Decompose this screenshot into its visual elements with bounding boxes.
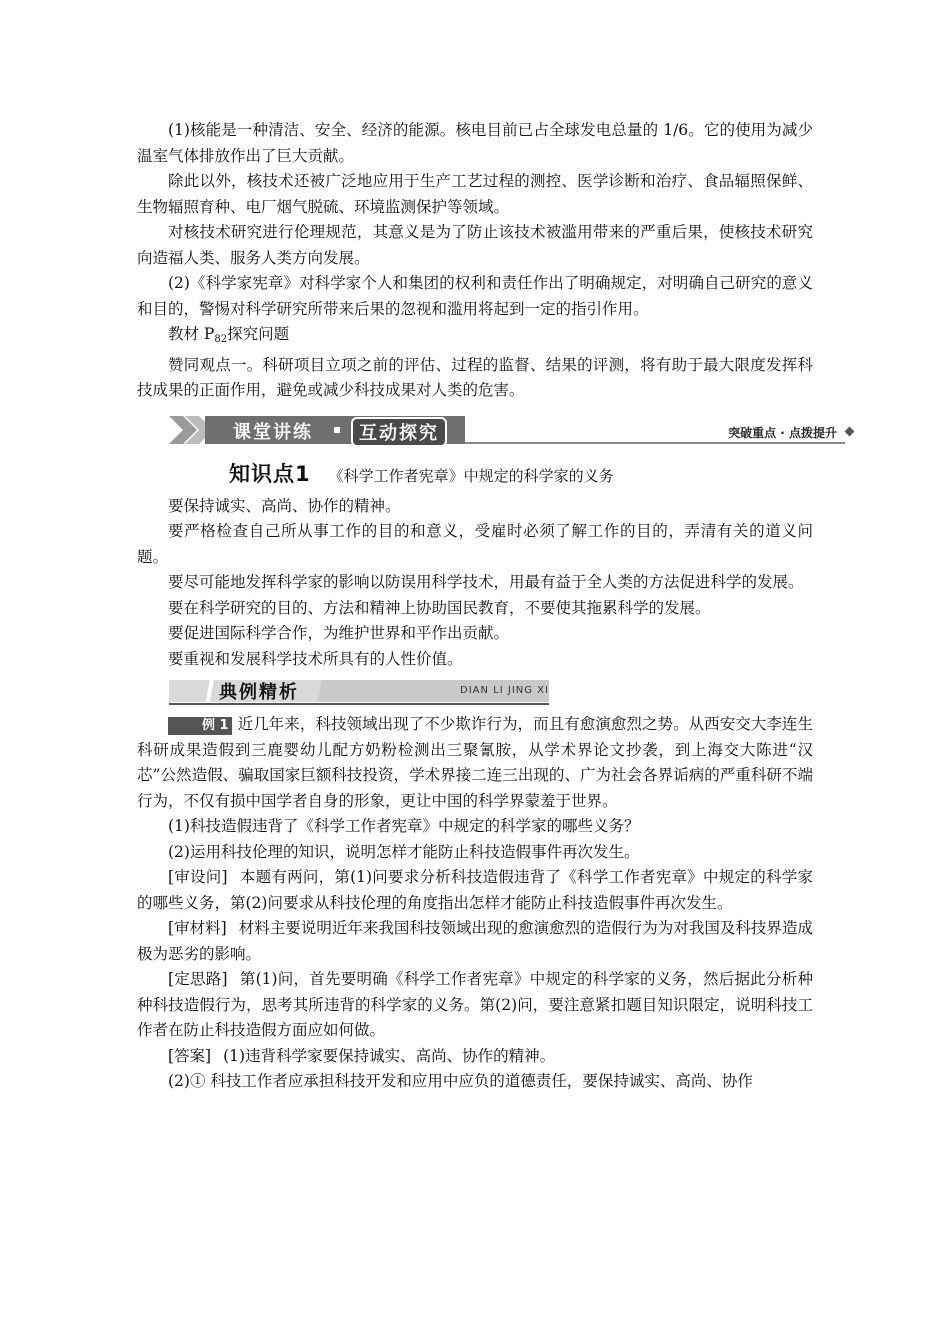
textbook-page-number: 82	[214, 334, 228, 345]
answer-1	[137, 1044, 813, 1070]
duty-item: 要促进国际科学合作，为维护世界和平作出贡献。	[168, 624, 510, 642]
intro-paragraph-2: 除此以外，核技术还被广泛地应用于生产工艺过程的测控、医学诊断和治疗、食品辐照保鲜、生物辐照育种、电厂烟气脱硫、环境监测保护等领域。	[137, 172, 813, 216]
answer-2: (2)① 科技工作者应承担科技开发和应用中应负的道德责任，要保持诚实、高尚、协作	[168, 1072, 753, 1090]
question-2: (2)运用科技伦理的知识，说明怎样才能防止科技造假事件再次发生。	[168, 842, 640, 861]
textbook-heading-post: 探究问题	[227, 325, 290, 343]
duty-item: 要尽可能地发挥科学家的影响以防误用科学技术，用最有益于全人类的方法促进科学的发展。	[168, 573, 804, 591]
intro-paragraph-6: 赞同观点一。科研项目立项之前的评估、过程的监督、结果的评测，将有助于最大限度发挥科技成果的正面作用，避免或减少科技成果对人类的危害。	[137, 355, 813, 399]
example-text: 近几年来，科技领域出现了不少欺诈行为，而且有愈演愈烈之势。从西安交大李连生科研成果造假到三鹿婴幼儿配方奶粉检测出三聚氰胺，从学术界论文抄袭，到上海交大陈进“汉芯”公然造假、骗取国家巨额科技投资，学术界接二连三出现的、广为社会各界诟病的严重科研不端行为，不仅有损中国学者自身的形象，更让中国的科学界蒙羞于世界。	[137, 715, 813, 810]
analysis-material-text: 材料主要说明近年来我国科技领域出现的愈演愈烈的造假行为为对我国及科技界造成极为恶劣的影响。	[137, 919, 813, 963]
example-banner-label: 典例精析	[219, 682, 299, 703]
analysis-material-tag: [审材料]	[168, 919, 227, 937]
example-banner-rule	[169, 703, 549, 705]
answer-tag: [答案]	[168, 1046, 212, 1065]
example-material	[137, 712, 813, 814]
duty-item: 要重视和发展科学技术所具有的人性价值。	[168, 649, 463, 668]
duty-item: 要严格检查自己所从事工作的目的和意义，受雇时必须了解工作的目的，弄清有关的道义问题。	[137, 522, 813, 566]
section-separator-icon: ▪	[333, 421, 342, 436]
analysis-approach-text: 第(1)问，首先要明确《科学工作者宪章》中规定的科学家的义务，然后据此分析种种科技造假行为，思考其所违背的科学家的义务。第(2)问，要注意紧扣题目知识限定，说明科技工作者在防止科技造假方面应如何做。	[137, 970, 813, 1039]
analysis-question-tag: [审设问]	[168, 868, 228, 886]
example-banner-pinyin: DIAN LI JING XI	[460, 685, 549, 696]
example-banner	[169, 676, 549, 706]
intro-paragraph-4: (2)《科学家宪章》对科学家个人和集团的权利和责任作出了明确规定，对明确自己研究的意义和目的，警惕对科学研究所带来后果的忽视和滥用将起到一定的指引作用。	[137, 274, 813, 318]
duty-item: 要保持诚实、高尚、协作的精神。	[168, 496, 401, 515]
section-rule	[465, 442, 845, 444]
analysis-material	[137, 916, 813, 967]
intro-paragraph-1: (1)核能是一种清洁、安全、经济的能源。核电目前已占全球发电总量的 1/6。它的使用为减少温室气体排放作出了巨大贡献。	[137, 121, 813, 165]
example-badge: 例 1	[168, 717, 232, 735]
section-title-right: 互动探究	[351, 417, 447, 447]
diamond-icon	[845, 426, 855, 436]
textbook-heading	[137, 322, 813, 353]
textbook-heading-pre: 教材 P	[168, 325, 215, 343]
knowledge-point-subtitle: 《科学工作者宪章》中规定的科学家的义务	[328, 466, 614, 485]
analysis-question-text: 本题有两问，第(1)问要求分析科技造假违背了《科学工作者宪章》中规定的科学家的哪些义务，第(2)问要求从科技伦理的角度指出怎样才能防止科技造假事件再次发生。	[137, 868, 813, 912]
intro-paragraph-3: 对核技术研究进行伦理规范，其意义是为了防止该技术被滥用带来的严重后果，使核技术研究向造福人类、服务人类方向发展。	[137, 223, 813, 267]
knowledge-point-title: 知识点1	[229, 461, 311, 486]
answer-1-text: (1)违背科学家要保持诚实、高尚、协作的精神。	[223, 1046, 556, 1065]
knowledge-point-heading	[229, 458, 813, 488]
analysis-question	[137, 865, 813, 916]
analysis-approach	[137, 967, 813, 1044]
question-1: (1)科技造假违背了《科学工作者宪章》中规定的科学家的哪些义务？	[168, 817, 640, 835]
page-content	[137, 118, 837, 1095]
section-banner	[169, 412, 859, 448]
duty-item: 要在科学研究的目的、方法和精神上协助国民教育，不要使其拖累科学的发展。	[168, 598, 711, 617]
section-title-left: 课堂讲练	[233, 421, 313, 443]
analysis-approach-tag: [定思路]	[168, 970, 228, 988]
section-tagline: 突破重点 · 点拨提升	[728, 425, 837, 440]
